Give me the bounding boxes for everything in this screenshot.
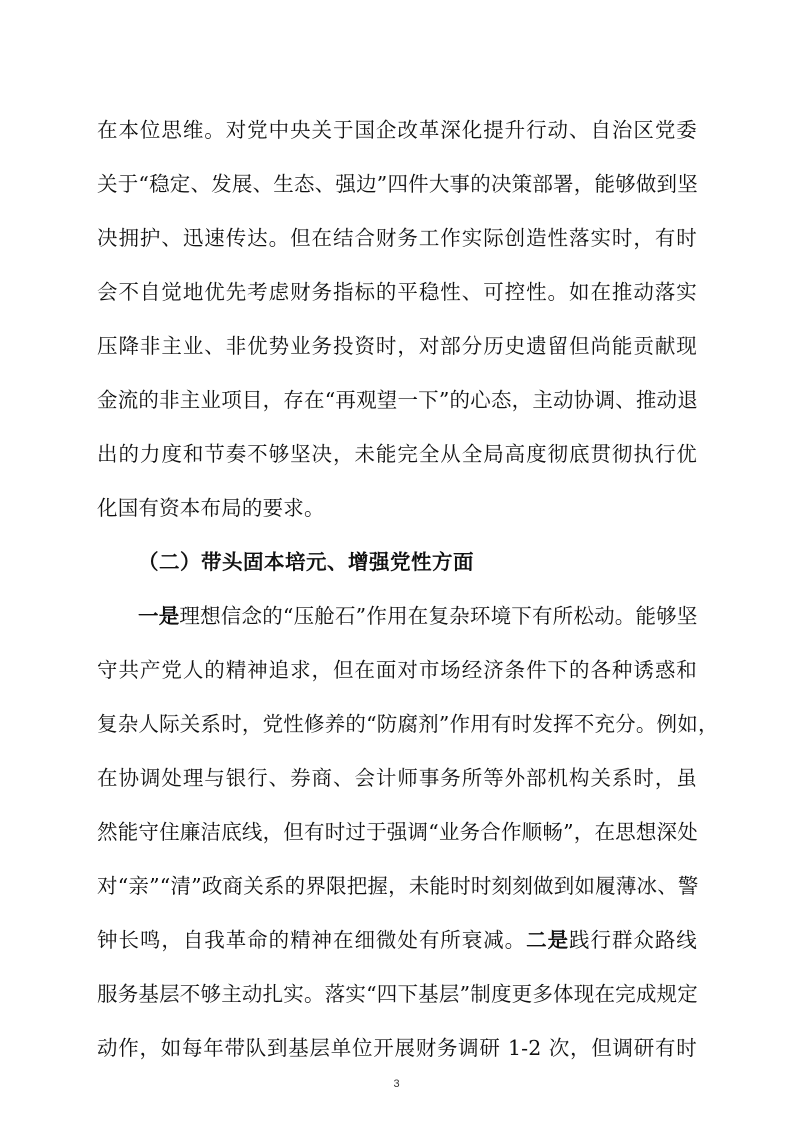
section-heading: （二）带头固本培元、增强党性方面 xyxy=(138,550,474,574)
paragraph2-line-2: 守共产党人的精神追求，但在面对市场经济条件下的各种诱惑和 xyxy=(97,658,697,682)
paragraph2-line-6: 对“亲”“清”政商关系的界限把握，未能时时刻刻做到如履薄冰、警 xyxy=(97,874,699,898)
paragraph2-line-7-rest: 践行群众路线 xyxy=(569,928,698,952)
paragraph2-line-7 xyxy=(97,928,697,952)
point-two-label: 二是 xyxy=(526,928,570,952)
page-number: 3 xyxy=(393,1078,400,1090)
paragraph1-line-3: 决拥护、迅速传达。但在结合财务工作实际创造性落实时，有时 xyxy=(97,226,697,250)
paragraph1-line-8: 化国有资本布局的要求。 xyxy=(97,496,325,520)
paragraph1-line-4: 会不自觉地优先考虑财务指标的平稳性、可控性。如在推动落实 xyxy=(97,280,697,304)
paragraph1-line-7: 出的力度和节奏不够坚决，未能完全从全局高度彻底贯彻执行优 xyxy=(97,442,697,466)
paragraph2-line-1 xyxy=(138,604,697,628)
paragraph2-line-1-text: 理想信念的“压舱石”作用在复杂环境下有所松动。能够坚 xyxy=(179,604,698,628)
paragraph2-line-9: 动作，如每年带队到基层单位开展财务调研 1-2 次，但调研有时 xyxy=(97,1036,697,1060)
paragraph2-line-8: 服务基层不够主动扎实。落实“四下基层”制度更多体现在完成规定 xyxy=(97,982,698,1006)
paragraph1-line-2: 关于“稳定、发展、生态、强边”四件大事的决策部署，能够做到坚 xyxy=(97,172,698,196)
paragraph2-line-4: 在协调处理与银行、券商、会计师事务所等外部机构关系时，虽 xyxy=(97,766,697,790)
paragraph1-line-1: 在本位思维。对党中央关于国企改革深化提升行动、自治区党委 xyxy=(97,118,697,142)
point-one-label: 一是 xyxy=(138,604,180,628)
paragraph2-line-3: 复杂人际关系时，党性修养的“防腐剂”作用有时发挥不充分。例如， xyxy=(97,712,719,736)
paragraph1-line-6: 金流的非主业项目，存在“再观望一下”的心态，主动协调、推动退 xyxy=(97,388,698,412)
paragraph1-line-5: 压降非主业、非优势业务投资时，对部分历史遗留但尚能贡献现 xyxy=(97,334,697,358)
paragraph2-line-5: 然能守住廉洁底线，但有时过于强调“业务合作顺畅”，在思想深处 xyxy=(97,820,698,844)
paragraph2-line-7-text: 钟长鸣，自我革命的精神在细微处有所衰减。 xyxy=(97,928,527,952)
